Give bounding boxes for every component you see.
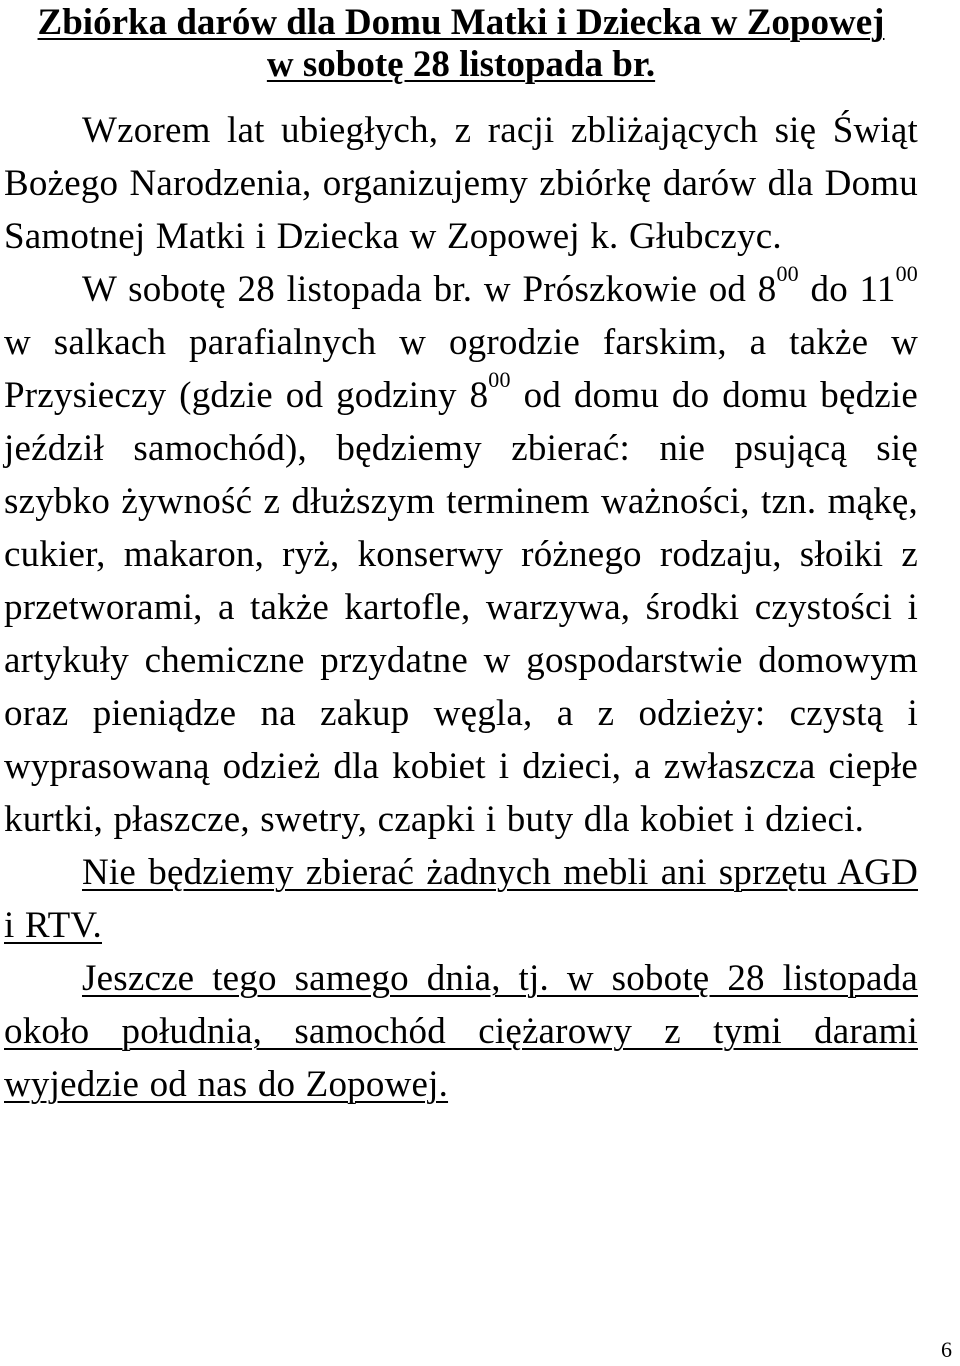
document-page <box>4 0 918 1111</box>
details-text-2: do 11 <box>798 269 896 310</box>
paragraph-exclusions: Nie będziemy zbierać żadnych mebli ani sprzętu AGD i RTV. <box>4 852 918 946</box>
details-text-4: od domu do domu będzie jeździł samochód), będziemy zbierać: nie psującą się szybko żywność z dłuższym terminem ważności, tzn. mąkę, cukier, makaron, ryż, konserwy różnego rodzaju, słoiki z przetworami, a także kartofle, warzywa, środki czystości i artykuły chemiczne przydatne w gospodarstwie domowym oraz pieniądze na zakup węgla, a z odzieży: czystą i wyprasowaną odzież dla kobiet i dzieci, a zwłaszcza ciepłe kurtki, płaszcze, swetry, czapki i buty dla kobiet i dzieci. <box>4 375 918 840</box>
details-text-1: W sobotę 28 listopada br. w Prószkowie od 8 <box>82 269 777 310</box>
time-superscript-3: 00 <box>488 367 511 392</box>
paragraph-details <box>4 263 918 846</box>
page-number: 6 <box>941 1337 952 1362</box>
paragraph-intro: Wzorem lat ubiegłych, z racji zbliżających się Świąt Bożego Narodzenia, organizujemy zbiórkę darów dla Domu Samotnej Matki i Dziecka w Zopowej k. Głubczyc. <box>4 110 918 257</box>
paragraph-departure: Jeszcze tego samego dnia, tj. w sobotę 28 listopada około południa, samochód ciężarowy z tymi darami wyjedzie od nas do Zopowej. <box>4 958 918 1105</box>
details-text-3: w salkach parafialnych w ogrodzie farskim, a także w Przysieczy (gdzie od godziny 8 <box>4 322 918 416</box>
title-line-2: w sobotę 28 listopada br. <box>266 44 656 85</box>
title-line-1: Zbiórka darów dla Domu Matki i Dziecka w Zopowej <box>37 2 885 43</box>
document-title <box>4 0 918 86</box>
time-superscript-2: 00 <box>895 261 918 286</box>
time-superscript-1: 00 <box>776 261 799 286</box>
